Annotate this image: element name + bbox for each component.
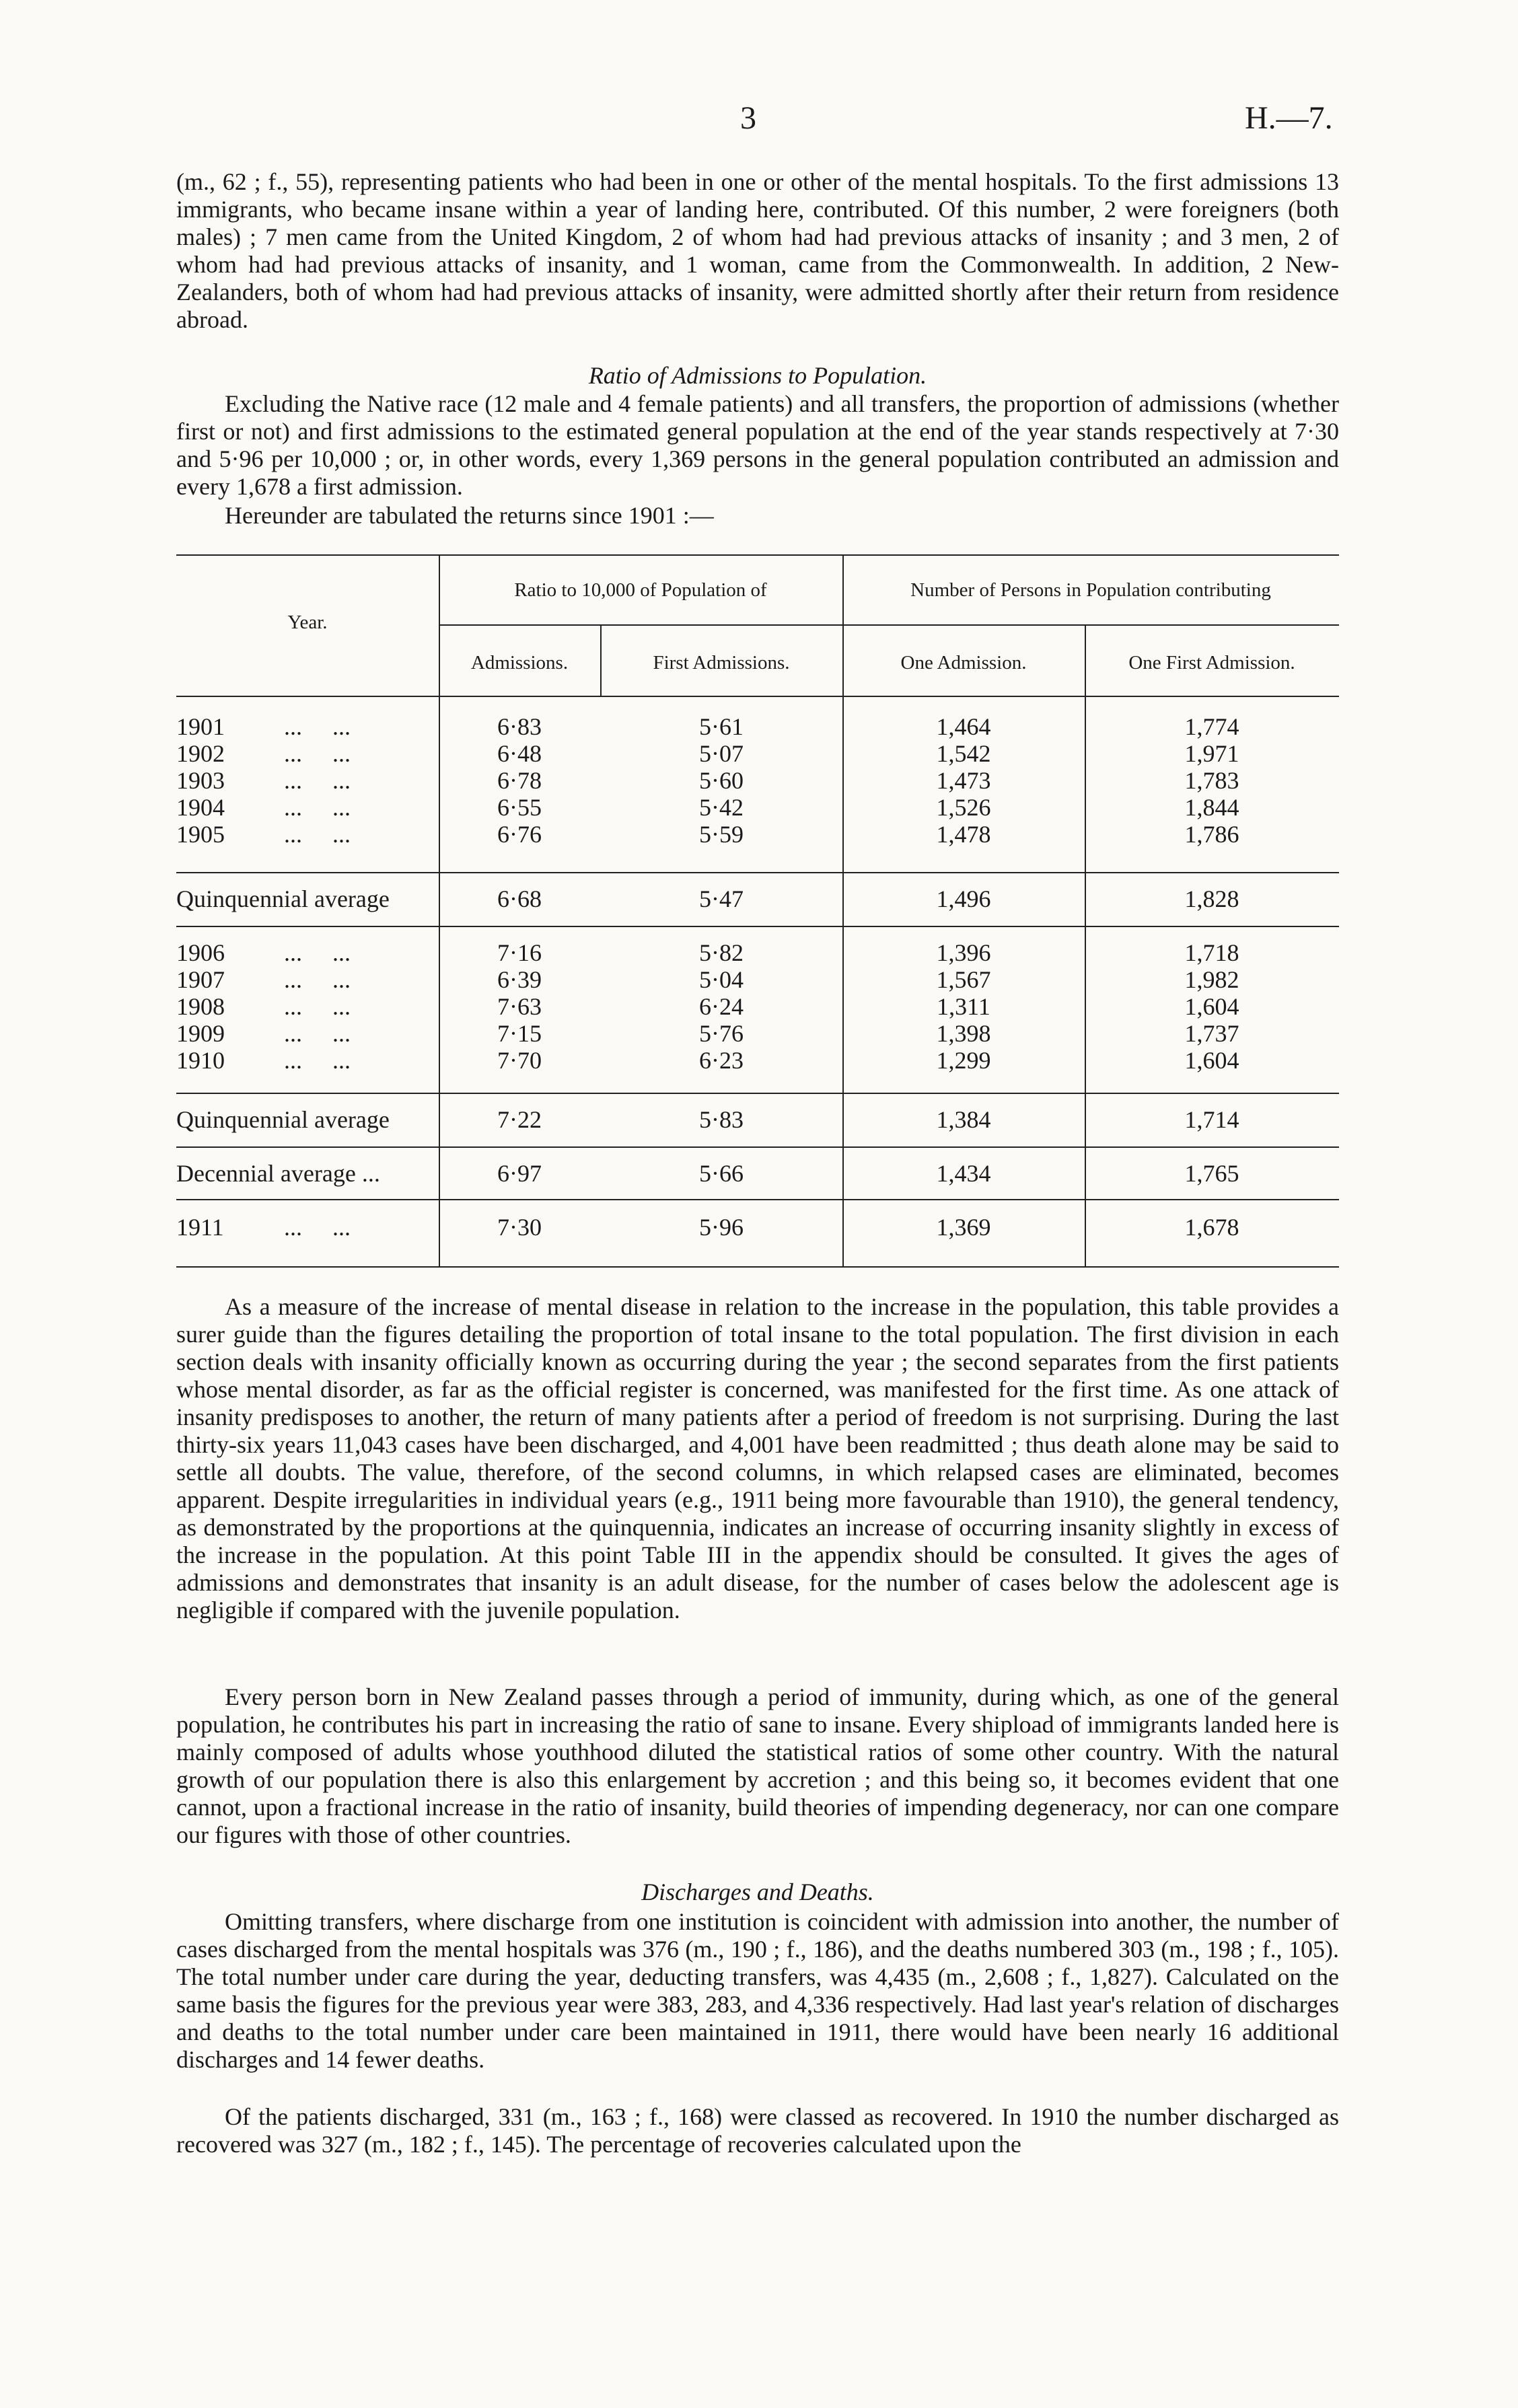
cell-admissions: 7·63	[497, 993, 542, 1020]
row-leader-dots: ... ...	[284, 767, 351, 794]
row-year: 1909	[176, 1020, 225, 1047]
cell-one-first-admission: 1,786	[1184, 821, 1239, 848]
header-group-persons: Number of Persons in Population contributing	[910, 579, 1271, 601]
header-bottom-rule	[176, 696, 1339, 697]
paragraph-recoveries: Of the patients discharged, 331 (m., 163 ; f., 168) were classed as recovered. In 1910 the number discharged as recovered was 327 (m., 182 ; f., 145). The percentage of recoveries calculated upon the	[176, 2103, 1339, 2158]
page-number: 3	[740, 100, 756, 136]
cell-one-first-admission: 1,844	[1184, 794, 1239, 821]
row-year: 1901	[176, 713, 225, 740]
cell-first-admissions: 5·04	[699, 966, 744, 993]
cell-admissions: 6·48	[497, 740, 542, 767]
row-leader-dots: ... ...	[284, 713, 351, 740]
cell-one-admission: 1,311	[937, 993, 990, 1020]
cell-one-admission: 1,496	[936, 885, 991, 912]
row-year: 1904	[176, 794, 225, 821]
header-year: Year.	[287, 612, 328, 633]
cell-one-first-admission: 1,774	[1184, 713, 1239, 740]
row-rule	[176, 1199, 1339, 1200]
row-leader-dots: ... ...	[284, 993, 351, 1020]
row-year: 1907	[176, 966, 225, 993]
cell-one-admission: 1,567	[936, 966, 991, 993]
cell-one-first-admission: 1,783	[1184, 767, 1239, 794]
cell-admissions: 6·39	[497, 966, 542, 993]
cell-first-admissions: 5·83	[699, 1106, 744, 1133]
cell-admissions: 7·15	[497, 1020, 542, 1047]
cell-one-first-admission: 1,678	[1184, 1214, 1239, 1241]
cell-first-admissions: 5·66	[699, 1160, 744, 1187]
cell-admissions: 7·30	[497, 1214, 542, 1241]
cell-one-admission: 1,464	[936, 713, 991, 740]
cell-admissions: 7·22	[497, 1106, 542, 1133]
row-year: 1905	[176, 821, 225, 848]
cell-one-admission: 1,299	[936, 1047, 991, 1074]
cell-one-first-admission: 1,718	[1184, 939, 1239, 966]
table-bottom-rule	[176, 1266, 1339, 1268]
cell-one-admission: 1,434	[936, 1160, 991, 1187]
cell-one-first-admission: 1,737	[1184, 1020, 1239, 1047]
header-admissions: Admissions.	[470, 652, 569, 673]
cell-one-admission: 1,384	[936, 1106, 991, 1133]
cell-first-admissions: 5·60	[699, 767, 744, 794]
paragraph-table-intro: Hereunder are tabulated the returns since 1901 :—	[225, 502, 714, 529]
paragraph-immunity: Every person born in New Zealand passes through a period of immunity, during which, as one of the general population, he contributes his part in increasing the ratio of sane to insane. Every shipload of immigrants landed here is mainly composed of adults whose youthhood diluted the statistical ratios of some other country. With the natural growth of our population there is also this enlargement by accretion ; and this being so, it becomes evident that one cannot, upon a fractional increase in the ratio of insanity, build theories of impending degeneracy, nor can one compare our figures with those of other countries.	[176, 1683, 1339, 1848]
row-year: Decennial average ...	[176, 1160, 380, 1187]
cell-first-admissions: 5·42	[699, 794, 744, 821]
cell-first-admissions: 5·47	[699, 885, 744, 912]
row-leader-dots: ... ...	[284, 939, 351, 966]
row-rule	[176, 872, 1339, 873]
row-year: 1906	[176, 939, 225, 966]
cell-one-first-admission: 1,765	[1184, 1160, 1239, 1187]
cell-first-admissions: 5·76	[699, 1020, 744, 1047]
cell-first-admissions: 5·82	[699, 939, 744, 966]
row-year: 1902	[176, 740, 225, 767]
header-group-ratio: Ratio to 10,000 of Population of	[514, 579, 767, 601]
paragraph-ratio: Excluding the Native race (12 male and 4 female patients) and all transfers, the proportion of admissions (whether first or not) and first admissions to the estimated general population at the end of the year stands respectively at 7·30 and 5·96 per 10,000 ; or, in other words, every 1,369 persons in the general population contributed an admission and every 1,678 a first admission.	[176, 390, 1339, 500]
cell-admissions: 6·97	[497, 1160, 542, 1187]
row-leader-dots: ... ...	[284, 740, 351, 767]
cell-one-admission: 1,473	[936, 767, 991, 794]
row-leader-dots: ... ...	[284, 1214, 351, 1241]
row-year: Quinquennial average	[176, 885, 390, 912]
cell-one-first-admission: 1,982	[1184, 966, 1239, 993]
cell-one-admission: 1,396	[936, 939, 991, 966]
document-reference: H.—7.	[1245, 100, 1333, 136]
cell-admissions: 6·76	[497, 821, 542, 848]
cell-one-admission: 1,478	[936, 821, 991, 848]
section-heading-ratio: Ratio of Admissions to Population.	[588, 362, 927, 389]
header-group-rule	[439, 624, 1339, 626]
header-first-admissions: First Admissions.	[653, 652, 790, 673]
cell-first-admissions: 6·23	[699, 1047, 744, 1074]
table-top-rule	[176, 554, 1339, 556]
cell-admissions: 7·16	[497, 939, 542, 966]
cell-admissions: 6·55	[497, 794, 542, 821]
row-year: Quinquennial average	[176, 1106, 390, 1133]
cell-first-admissions: 5·96	[699, 1214, 744, 1241]
cell-first-admissions: 5·07	[699, 740, 744, 767]
row-leader-dots: ... ...	[284, 1020, 351, 1047]
cell-one-admission: 1,526	[936, 794, 991, 821]
section-heading-discharges: Discharges and Deaths.	[641, 1878, 874, 1905]
cell-one-first-admission: 1,828	[1184, 885, 1239, 912]
paragraph-immigrants: (m., 62 ; f., 55), representing patients who had been in one or other of the mental hospitals. To the first admissions 13 immigrants, who became insane within a year of landing here, contributed. Of this number, 2 were foreigners (both males) ; 7 men came from the United Kingdom, 2 of whom had had previous attacks of insanity ; and 3 men, 2 of whom had had previous attacks of insanity, and 1 woman, came from the Commonwealth. In addition, 2 New-Zealanders, both of whom had had previous attacks of insanity, were admitted shortly after their return from residence abroad.	[176, 168, 1339, 333]
row-rule	[176, 1146, 1339, 1148]
header-one-admission: One Admission.	[900, 652, 1027, 673]
cell-admissions: 6·83	[497, 713, 542, 740]
paragraph-discharges: Omitting transfers, where discharge from one institution is coincident with admission into another, the number of cases discharged from the mental hospitals was 376 (m., 190 ; f., 186), and the deaths numbered 303 (m., 198 ; f., 105). The total number under care during the year, deducting transfers, was 4,435 (m., 2,608 ; f., 1,827). Calculated on the same basis the figures for the previous year were 383, 283, and 4,336 respectively. Had last year's relation of discharges and deaths to the total number under care been maintained in 1911, there would have been nearly 16 additional discharges and 14 fewer deaths.	[176, 1908, 1339, 2073]
header-one-first-admission: One First Admission.	[1128, 652, 1295, 673]
cell-one-first-admission: 1,604	[1184, 1047, 1239, 1074]
cell-one-admission: 1,369	[936, 1214, 991, 1241]
cell-one-admission: 1,542	[936, 740, 991, 767]
row-year: 1903	[176, 767, 225, 794]
cell-admissions: 6·78	[497, 767, 542, 794]
admissions-ratio-table	[176, 554, 1339, 1268]
row-year: 1910	[176, 1047, 225, 1074]
row-rule	[176, 1093, 1339, 1094]
cell-first-admissions: 5·61	[699, 713, 744, 740]
cell-one-admission: 1,398	[936, 1020, 991, 1047]
paragraph-measure: As a measure of the increase of mental disease in relation to the increase in the population, this table provides a surer guide than the figures detailing the proportion of total insane to the total population. The first division in each section deals with insanity officially known as occurring during the year ; the second separates from the first patients whose mental disorder, as far as the official register is concerned, was manifested for the first time. As one attack of insanity predisposes to another, the return of many patients after a period of freedom is not surprising. During the last thirty-six years 11,043 cases have been discharged, and 4,001 have been readmitted ; thus death alone may be said to settle all doubts. The value, therefore, of the second columns, in which relapsed cases are eliminated, becomes apparent. Despite irregularities in individual years (e.g., 1911 being more favourable than 1910), the general tendency, as demonstrated by the proportions at the quinquennia, indicates an increase of occurring insanity slightly in excess of the increase in the population. At this point Table III in the appendix should be consulted. It gives the ages of admissions and demonstrates that insanity is an adult disease, for the number of cases below the adolescent age is negligible if compared with the juvenile population.	[176, 1293, 1339, 1623]
cell-one-first-admission: 1,604	[1184, 993, 1239, 1020]
row-rule	[176, 926, 1339, 927]
cell-one-first-admission: 1,971	[1184, 740, 1239, 767]
row-year: 1908	[176, 993, 225, 1020]
row-leader-dots: ... ...	[284, 821, 351, 848]
cell-admissions: 6·68	[497, 885, 542, 912]
row-leader-dots: ... ...	[284, 794, 351, 821]
row-leader-dots: ... ...	[284, 1047, 351, 1074]
row-year: 1911	[176, 1214, 224, 1241]
cell-one-first-admission: 1,714	[1184, 1106, 1239, 1133]
cell-admissions: 7·70	[497, 1047, 542, 1074]
row-leader-dots: ... ...	[284, 966, 351, 993]
cell-first-admissions: 6·24	[699, 993, 744, 1020]
cell-first-admissions: 5·59	[699, 821, 744, 848]
